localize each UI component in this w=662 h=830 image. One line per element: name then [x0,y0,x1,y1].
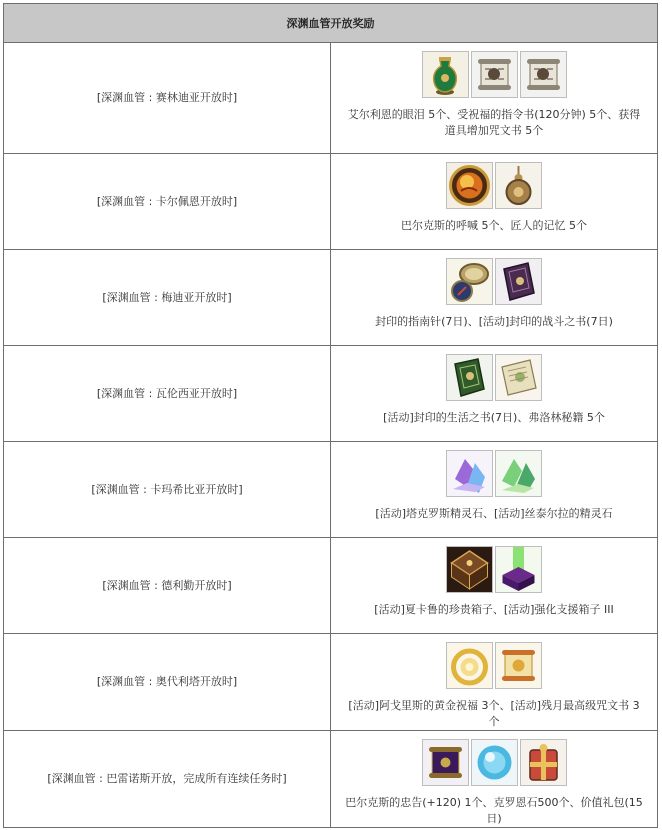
scroll-icon [471,51,518,98]
gold-scroll-icon [495,642,542,689]
table-header-row [4,4,658,43]
compass-icon [446,258,493,305]
unlock-condition: [深渊血管 : 德利勤开放时] [4,538,331,634]
reward-text: [活动]塔克罗斯精灵石、[活动]丝泰尔拉的精灵石 [375,507,613,520]
reward-text: [活动]阿戈里斯的黄金祝福 3个、[活动]残月最高级咒文书 3个 [348,699,640,728]
reward-row [4,731,658,828]
reward-text: [活动]封印的生活之书(7日)、弗洛林秘籍 5个 [383,411,605,424]
green-crystal-icon [495,450,542,497]
fire-orb-icon [446,162,493,209]
treasure-box-icon [446,546,493,593]
blue-orb-icon [471,739,518,786]
reward-text: [活动]夏卡鲁的珍贵箱子、[活动]强化支援箱子 III [374,603,614,616]
unlock-condition: [深渊血管 : 梅迪亚开放时] [4,250,331,346]
unlock-condition: [深渊血管 : 卡玛希比亚开放时] [4,442,331,538]
reward-cell [331,250,658,346]
reward-row [4,250,658,346]
reward-row [4,154,658,250]
purple-crystal-icon [446,450,493,497]
unlock-condition: [深渊血管 : 巴雷诺斯开放，完成所有连续任务时] [4,731,331,828]
reward-cell [331,731,658,828]
reward-text: 巴尔克斯的呼喊 5个、匠人的记忆 5个 [401,219,587,232]
reward-row [4,442,658,538]
reward-row [4,346,658,442]
reward-cell [331,442,658,538]
life-book-icon [446,354,493,401]
green-vase-icon [422,51,469,98]
reward-icons [331,51,657,102]
unlock-condition: [深渊血管 : 卡尔佩恩开放时] [4,154,331,250]
reward-icons [331,258,657,309]
reward-row [4,634,658,731]
reward-text: 封印的指南针(7日)、[活动]封印的战斗之书(7日) [375,315,613,328]
reward-icons [331,162,657,213]
reward-text: 艾尔利恩的眼泪 5个、受祝福的指令书(120分钟) 5个、获得道具增加咒文书 5个 [347,108,641,137]
reward-icons [331,450,657,501]
table-title: 深渊血管开放奖励 [4,4,658,43]
parchment-icon [495,354,542,401]
unlock-condition: [深渊血管 : 瓦伦西亚开放时] [4,346,331,442]
reward-icons [331,642,657,693]
gift-box-icon [520,739,567,786]
unlock-condition: [深渊血管 : 赛林迪亚开放时] [4,43,331,154]
scroll-icon [520,51,567,98]
unlock-condition: [深渊血管 : 奥代利塔开放时] [4,634,331,731]
reward-cell [331,634,658,731]
reward-icons [331,354,657,405]
reward-cell [331,43,658,154]
reward-table [3,3,658,828]
battle-book-icon [495,258,542,305]
reward-icons [331,546,657,597]
bronze-pendant-icon [495,162,542,209]
reward-row [4,43,658,154]
gold-ring-icon [446,642,493,689]
reward-row [4,538,658,634]
reward-text: 巴尔克斯的忠告(+120) 1个、克罗恩石500个、价值礼包(15日) [345,796,643,825]
support-box-icon [495,546,542,593]
purple-scroll-icon [422,739,469,786]
reward-icons [331,739,657,790]
reward-cell [331,538,658,634]
reward-cell [331,154,658,250]
reward-cell [331,346,658,442]
